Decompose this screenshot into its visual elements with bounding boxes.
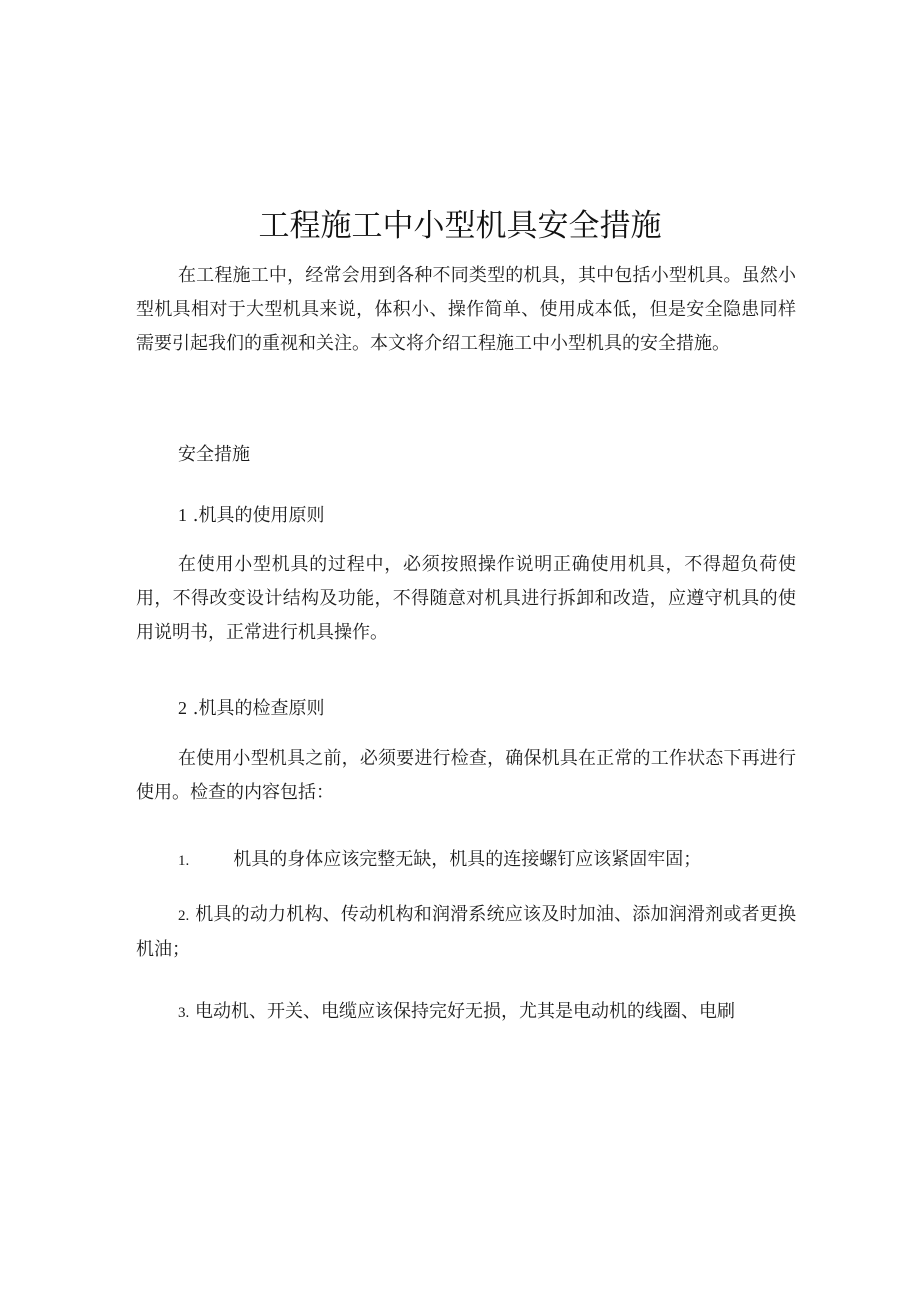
subsection-number: 1 <box>178 505 187 525</box>
subsection-body-2: 在使用小型机具之前，必须要进行检查，确保机具在正常的工作状态下再进行使用。检查的内容包括： <box>136 748 796 803</box>
list-item-number: 3. <box>178 1005 190 1021</box>
list-item <box>136 843 796 878</box>
subsection-title: .机具的检查原则 <box>192 698 325 719</box>
subsection-number: 2 <box>178 698 187 718</box>
list-item-number: 2. <box>178 908 190 924</box>
document-title: 工程施工中小型机具安全措施 <box>258 208 662 244</box>
section-heading: 安全措施 <box>178 444 250 465</box>
list-item <box>136 995 796 1030</box>
subsection-body-1: 在使用小型机具的过程中，必须按照操作说明正确使用机具，不得超负荷使用，不得改变设计结构及功能，不得随意对机具进行拆卸和改造，应遵守机具的使用说明书，正常进行机具操作。 <box>136 554 796 643</box>
subsection-heading-1 <box>178 498 324 533</box>
list-item-text: 电动机、开关、电缆应该保持完好无损，尤其是电动机的线圈、电刷 <box>194 1001 735 1022</box>
subsection-title: .机具的使用原则 <box>192 505 325 526</box>
intro-paragraph: 在工程施工中，经常会用到各种不同类型的机具，其中包括小型机具。虽然小型机具相对于大型机具来说，体积小、操作简单、使用成本低，但是安全隐患同样需要引起我们的重视和关注。本文将介绍工程施工中小型机具的安全措施。 <box>136 265 796 354</box>
subsection-heading-2 <box>178 691 324 726</box>
list-item <box>136 898 796 967</box>
list-item-number: 1. <box>178 853 190 869</box>
list-item-text: 机具的动力机构、传动机构和润滑系统应该及时加油、添加润滑剂或者更换机油； <box>136 904 796 960</box>
list-item-text: 机具的身体应该完整无缺，机具的连接螺钉应该紧固牢固； <box>233 849 702 870</box>
